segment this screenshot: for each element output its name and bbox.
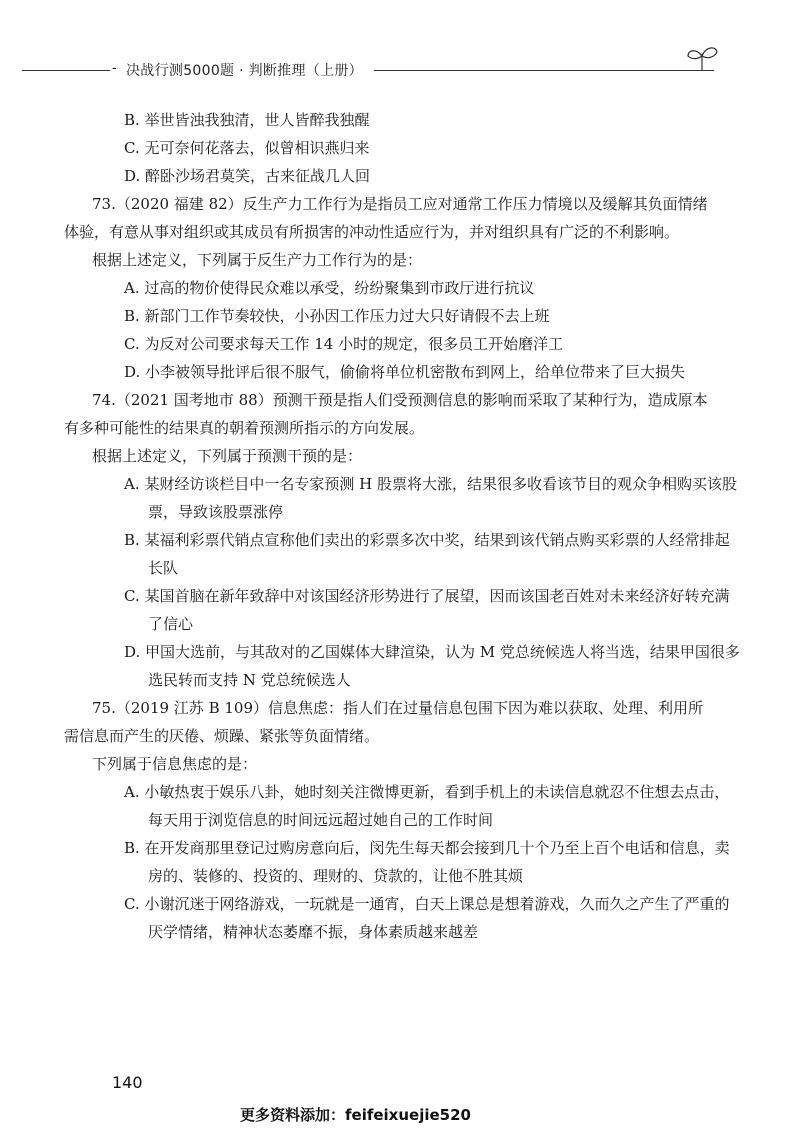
question-paragraph: 根据上述定义，下列属于反生产力工作行为的是： [92, 251, 423, 269]
answer-option: A. 过高的物价使得民众难以承受，纷纷聚集到市政厅进行抗议 [124, 279, 535, 297]
footer-note: 更多资料添加：feifeixuejie520 [240, 1106, 471, 1124]
answer-option: D. 小李被领导批评后很不服气，偷偷将单位机密散布到网上，给单位带来了巨大损失 [124, 363, 686, 381]
running-header [22, 52, 718, 82]
header-rule-right [374, 70, 714, 71]
header-dash: - [112, 61, 117, 76]
answer-option: C. 某国首脑在新年致辞中对该国经济形势进行了展望，因而该国老百姓对未来经济好转充满了信心 [124, 587, 730, 633]
header-title: 决战行测5000题 · 判断推理（上册） [126, 63, 363, 79]
answer-option: B. 在开发商那里登记过购房意向后，闵先生每天都会接到几十个乃至上百个电话和信息，卖房的、装修的、投资的、理财的、贷款的，让他不胜其烦 [124, 839, 730, 885]
answer-option: A. 某财经访谈栏目中一名专家预测 H 股票将大涨，结果很多收看该节目的观众争相购买该股票，导致该股票涨停 [124, 475, 737, 521]
answer-option: D. 醉卧沙场君莫笑，古来征战几人回 [124, 167, 371, 185]
sprout-leaf-icon [682, 40, 722, 80]
question-paragraph: 下列属于信息焦虑的是： [92, 755, 258, 773]
answer-option: B. 举世皆浊我独清，世人皆醉我独醒 [124, 111, 370, 129]
question-paragraph: 74.（2021 国考地市 88）预测干预是指人们受预测信息的影响而采取了某种行为，造成原本有多种可能性的结果真的朝着预测所指示的方向发展。 [64, 391, 708, 437]
header-rule-left [22, 70, 110, 71]
answer-option: C. 小谢沉迷于网络游戏，一玩就是一通宵，白天上课总是想着游戏，久而久之产生了严重的厌学情绪，精神状态萎靡不振，身体素质越来越差 [124, 895, 730, 941]
page-number: 140 [112, 1073, 143, 1092]
question-paragraph: 75.（2019 江苏 B 109）信息焦虑：指人们在过量信息包围下因为难以获取、处理、利用所需信息而产生的厌倦、烦躁、紧张等负面情绪。 [64, 699, 703, 745]
question-paragraph: 73.（2020 福建 82）反生产力工作行为是指员工应对通常工作压力情境以及缓解其负面情绪体验，有意从事对组织或其成员有所损害的冲动性适应行为，并对组织具有广泛的不利影响。 [64, 195, 708, 241]
page-body [64, 106, 740, 946]
answer-option: A. 小敏热衷于娱乐八卦，她时刻关注微博更新，看到手机上的未读信息就忍不住想去点击，每天用于浏览信息的时间远远超过她自己的工作时间 [124, 783, 730, 829]
answer-option: C. 为反对公司要求每天工作 14 小时的规定，很多员工开始磨洋工 [124, 335, 564, 353]
answer-option: B. 新部门工作节奏较快，小孙因工作压力过大只好请假不去上班 [124, 307, 550, 325]
answer-option: C. 无可奈何花落去，似曾相识燕归来 [124, 139, 370, 157]
answer-option: D. 甲国大选前，与其敌对的乙国媒体大肆渲染，认为 M 党总统候选人将当选，结果甲国很多选民转而支持 N 党总统候选人 [124, 643, 740, 689]
answer-option: B. 某福利彩票代销点宣称他们卖出的彩票多次中奖，结果到该代销点购买彩票的人经常排起长队 [124, 531, 730, 577]
question-paragraph: 根据上述定义，下列属于预测干预的是： [92, 447, 363, 465]
